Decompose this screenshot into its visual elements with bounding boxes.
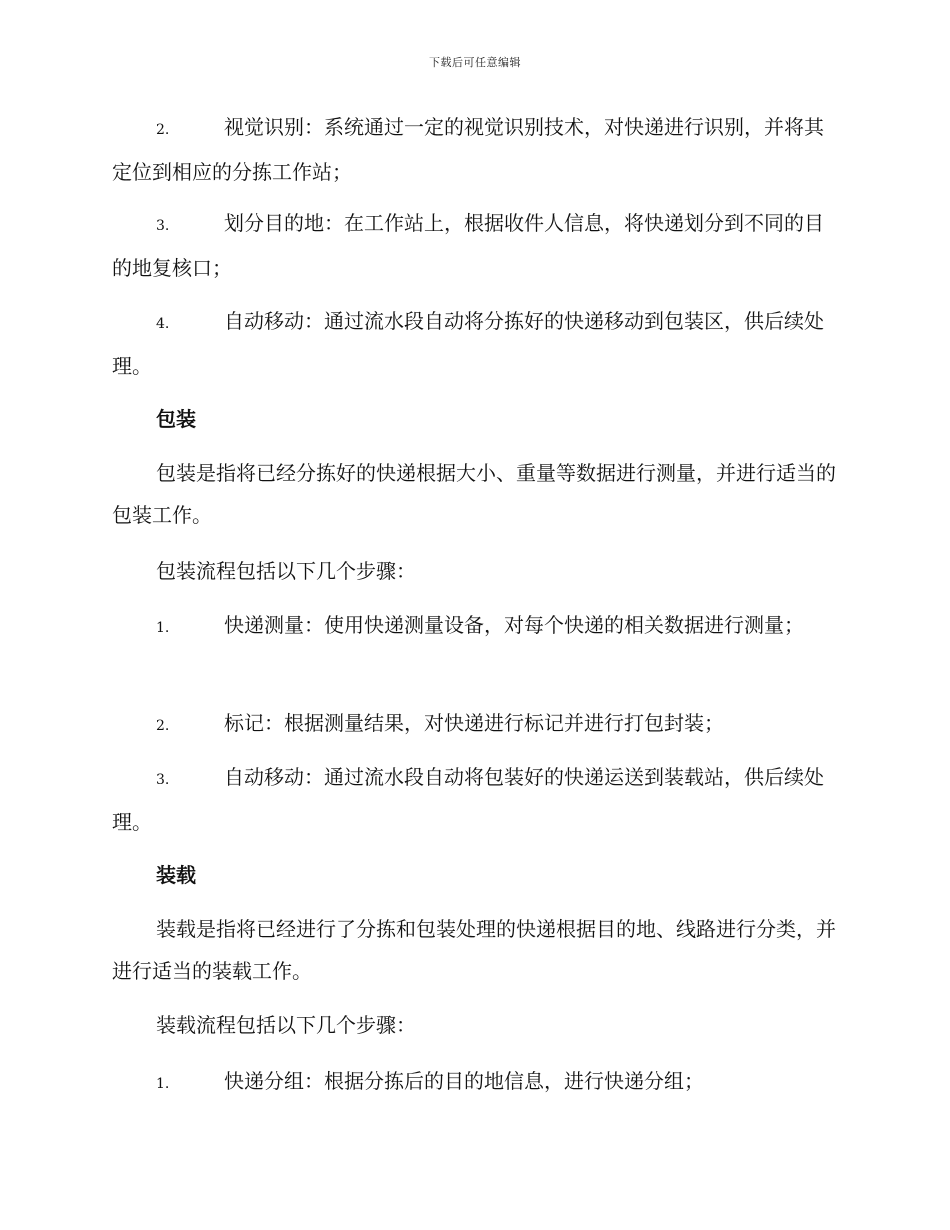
list-item [112,604,836,649]
list-text: 自动移动：通过流水段自动将分拣好的快递移动到包装区，供后续处理。 [112,309,824,378]
paragraph: 包装是指将已经分拣好的快递根据大小、重量等数据进行测量，并进行适当的包装工作。 [112,461,836,527]
section-heading-packaging: 包装 [156,407,196,431]
list-text: 快递测量：使用快递测量设备，对每个快递的相关数据进行测量； [224,613,804,637]
list-text: 视觉识别：系统通过一定的视觉识别技术，对快递进行识别，并将其定位到相应的分拣工作站； [112,115,824,184]
list-item [112,1060,836,1105]
list-text: 标记：根据测量结果，对快递进行标记并进行打包封装； [224,711,724,735]
list-text: 划分目的地：在工作站上，根据收件人信息，将快递划分到不同的目的地复核口； [112,211,824,280]
list-item [112,202,836,289]
paragraph: 装载是指将已经进行了分拣和包装处理的快递根据目的地、线路进行分类，并进行适当的装载工作。 [112,917,836,983]
page-header: 下载后可任意编辑 [429,56,521,69]
paragraph: 装载流程包括以下几个步骤： [156,1013,416,1037]
list-item [112,756,836,843]
section-heading-loading: 装载 [156,863,196,887]
list-number: 3. [156,218,170,234]
list-number: 1. [156,620,170,636]
list-text: 自动移动：通过流水段自动将包装好的快递运送到装载站，供后续处理。 [112,765,824,834]
list-item [112,300,836,387]
list-number: 3. [156,772,170,788]
list-text: 快递分组：根据分拣后的目的地信息，进行快递分组； [224,1069,704,1093]
list-item [112,702,836,747]
paragraph: 包装流程包括以下几个步骤： [156,559,416,583]
list-number: 2. [156,122,170,138]
list-number: 1. [156,1076,170,1092]
list-number: 2. [156,718,170,734]
list-item [112,106,836,193]
list-number: 4. [156,316,170,332]
